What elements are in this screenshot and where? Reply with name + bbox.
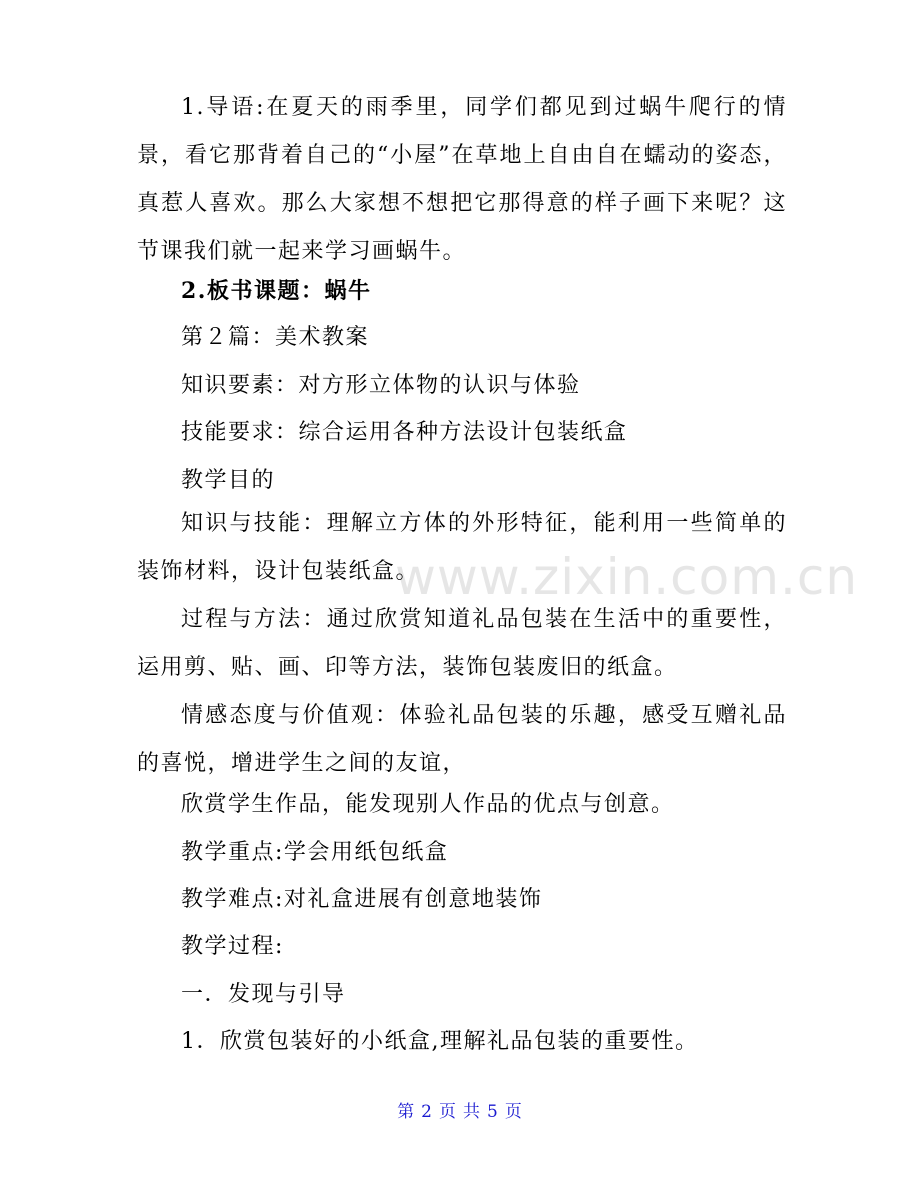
footer-page-word: 页 <box>439 1102 457 1122</box>
footer-total-word: 共 <box>463 1102 481 1122</box>
intro-paragraph: 1.导语:在夏天的雨季里，同学们都见到过蜗牛爬行的情景，看它那背着自己的“小屋”在草地上自由自在蠕动的姿态，真惹人喜欢。那么大家想不想把它那得意的样子画下来呢？这节课我们就一起来学习画蜗牛。 <box>137 95 787 264</box>
appreciate-boxes-item: 1．欣赏包装好的小纸盒,理解礼品包装的重要性。 <box>181 1029 699 1054</box>
discovery-guidance-heading: 一．发现与引导 <box>181 982 346 1007</box>
appreciation-line: 欣赏学生作品，能发现别人作品的优点与创意。 <box>181 792 675 817</box>
emotion-values-paragraph: 情感态度与价值观：体验礼品包装的乐趣，感受互赠礼品的喜悦，增进学生之间的友谊， <box>137 703 787 776</box>
skill-requirements: 技能要求：综合运用各种方法设计包装纸盒 <box>181 420 628 445</box>
lesson-title: 2.板书课题：蜗牛 <box>181 278 372 304</box>
footer-prefix: 第 <box>397 1102 416 1122</box>
footer-total-pages: 5 <box>487 1102 499 1122</box>
teaching-difficulty: 教学难点:对礼盒进展有创意地装饰 <box>181 887 543 912</box>
watermark: www.zixin.com.cn <box>395 548 859 606</box>
footer-current-page: 2 <box>421 1102 433 1122</box>
teaching-objectives-heading: 教学目的 <box>181 468 276 493</box>
knowledge-elements: 知识要素：对方形立体物的认识与体验 <box>181 373 581 398</box>
teaching-focus: 教学重点:学会用纸包纸盒 <box>181 840 449 865</box>
process-method-paragraph: 过程与方法：通过欣赏知道礼品包装在生活中的重要性，运用剪、贴、画、印等方法，装饰包装废旧的纸盒。 <box>137 607 787 680</box>
knowledge-skills-paragraph: 知识与技能：理解立方体的外形特征，能利用一些简单的装饰材料，设计包装纸盒。 <box>137 511 787 584</box>
footer-suffix: 页 <box>504 1102 523 1122</box>
teaching-process-heading: 教学过程: <box>181 934 284 959</box>
section-heading: 第２篇：美术教案 <box>181 325 370 350</box>
